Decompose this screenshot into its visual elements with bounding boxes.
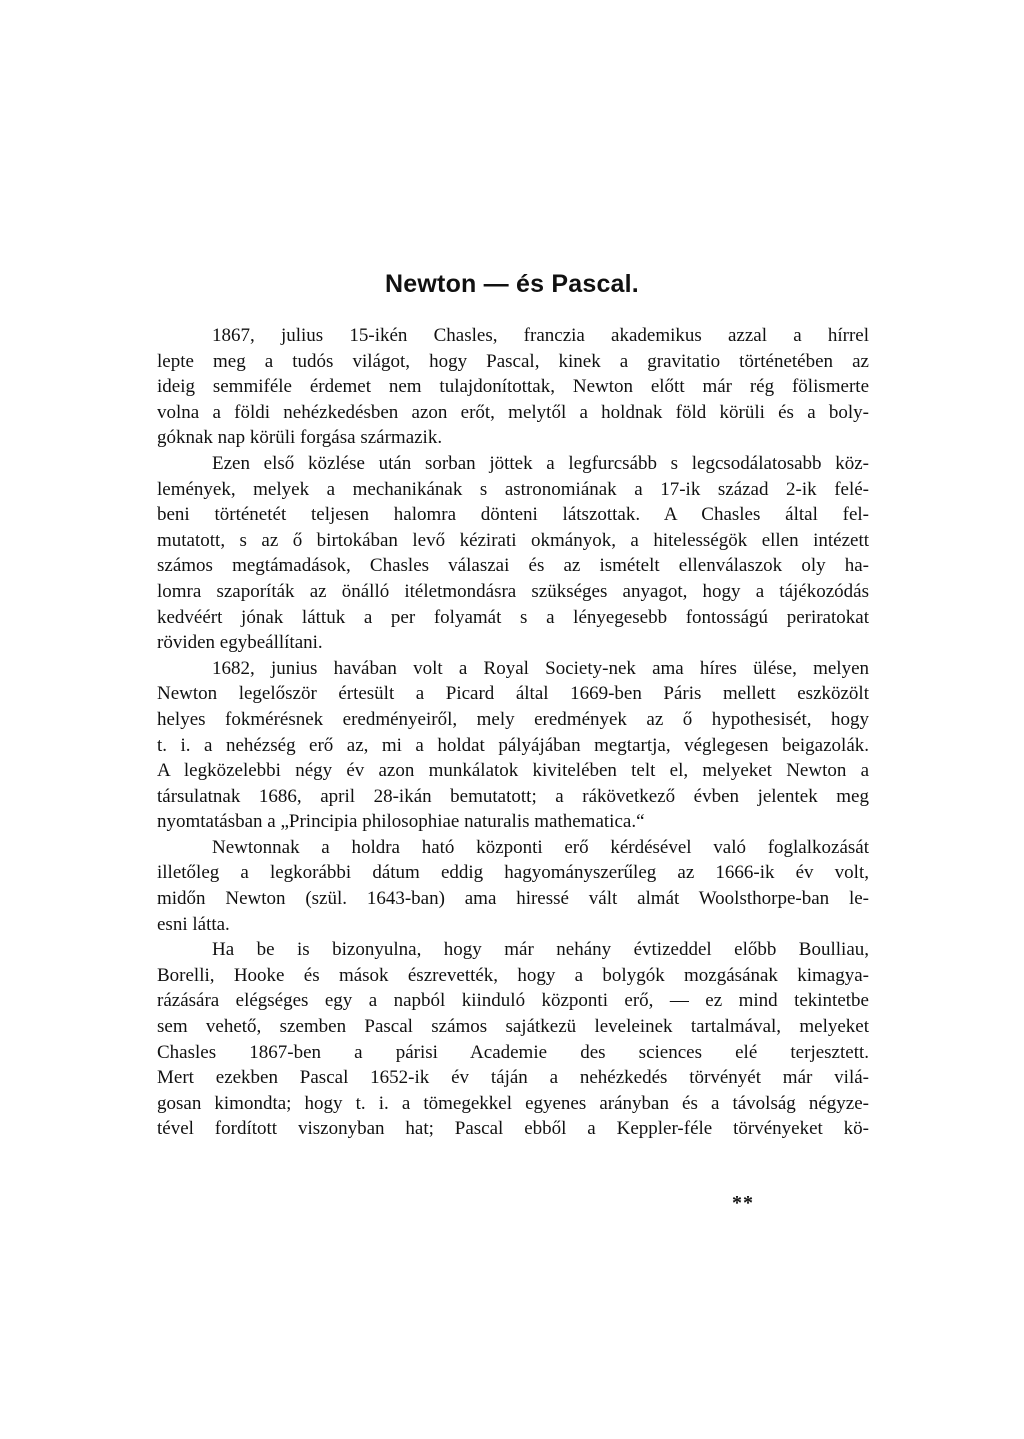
text-line: Newtonnak a holdra ható központi erő kérdésével való foglalkozását: [212, 836, 869, 858]
text-line: nyomtatásban a „Principia philosophiae naturalis mathematica.“: [157, 811, 645, 833]
signature-mark: **: [732, 1192, 754, 1214]
text-line: Ezen első közlése után sorban jöttek a legfurcsább s legcsodálatosabb köz-: [212, 452, 869, 474]
text-line: lepte meg a tudós világot, hogy Pascal, kinek a gravitatio történetében az: [157, 350, 869, 372]
paragraph: [157, 451, 869, 656]
text-line: társulatnak 1686, april 28-ikán bemutatott; a rákövetkező évben jelentek meg: [157, 785, 869, 807]
text-line: sem vehető, szemben Pascal számos sajátkezü leveleinek tartalmával, melyeket: [157, 1016, 869, 1038]
text-line: rázására elégséges egy a napból kiinduló központi erő, — ez mind tekintetbe: [157, 990, 869, 1012]
text-line: mutatott, s az ő birtokában levő kézirati okmányok, a hitelességök ellen intézett: [157, 529, 869, 551]
text-line: Chasles 1867-ben a párisi Academie des sciences elé terjesztett.: [157, 1041, 869, 1063]
text-line: kedvéért jónak láttuk a per folyamát s a lényegesebb fontosságú periratokat: [157, 606, 869, 628]
text-line: helyes fokmérésnek eredményeiről, mely eredmények az ő hypothesisét, hogy: [157, 708, 869, 730]
text-line: A legközelebbi négy év azon munkálatok kivitelében telt el, melyeket Newton a: [157, 760, 869, 782]
text-line: t. i. a nehézség erő az, mi a holdat pályájában megtartja, véglegesen beigazolák.: [157, 734, 869, 756]
text-line: tével fordított viszonyban hat; Pascal ebből a Keppler-féle törvényeket kö-: [157, 1118, 869, 1140]
paragraph: [157, 656, 869, 835]
text-line: röviden egybeállítani.: [157, 632, 323, 654]
paragraph: [157, 323, 869, 451]
paragraph: [157, 835, 869, 937]
text-line: góknak nap körüli forgása származik.: [157, 427, 443, 449]
text-line: volna a földi nehézkedésben azon erőt, melytől a holdnak föld körüli és a boly-: [157, 401, 869, 423]
page-title: Newton — és Pascal.: [385, 270, 639, 298]
text-line: ideig semmiféle érdemet nem tulajdonítottak, Newton előtt már rég fölismerte: [157, 376, 869, 398]
text-line: 1867, julius 15-ikén Chasles, franczia akademikus azzal a hírrel: [212, 325, 869, 346]
text-line: midőn Newton (szül. 1643-ban) ama hiressé vált almát Woolsthorpe-ban le-: [157, 888, 869, 910]
text-line: esni látta.: [157, 913, 230, 935]
body-text: [157, 323, 869, 1142]
text-line: lomra szaporíták az önálló itéletmondásra szükséges anyagot, hogy a tájékozódás: [157, 580, 869, 602]
text-line: Borelli, Hooke és mások észrevették, hogy a bolygók mozgásának kimagya-: [157, 964, 869, 986]
text-line: beni történetét teljesen halomra dönteni látszottak. A Chasles által fel-: [157, 504, 869, 526]
text-line: Ha be is bizonyulna, hogy már nehány évtizeddel előbb Boulliau,: [212, 939, 869, 961]
text-line: Newton legelőször értesült a Picard által 1669-ben Páris mellett eszközölt: [157, 683, 869, 705]
text-line: 1682, junius havában volt a Royal Society-nek ama híres ülése, melyen: [212, 657, 869, 679]
text-line: lemények, melyek a mechanikának s astronomiának a 17-ik század 2-ik felé-: [157, 478, 869, 500]
text-line: számos megtámadások, Chasles válaszai és az ismételt ellenválaszok oly ha-: [157, 555, 869, 577]
text-line: Mert ezekben Pascal 1652-ik év táján a nehézkedés törvényét már vilá-: [157, 1067, 869, 1089]
paragraph: [157, 937, 869, 1142]
text-line: gosan kimondta; hogy t. i. a tömegekkel egyenes arányban és a távolság négyze-: [157, 1092, 869, 1114]
text-line: illetőleg a legkorábbi dátum eddig hagyományszerűleg az 1666-ik év volt,: [157, 862, 869, 884]
